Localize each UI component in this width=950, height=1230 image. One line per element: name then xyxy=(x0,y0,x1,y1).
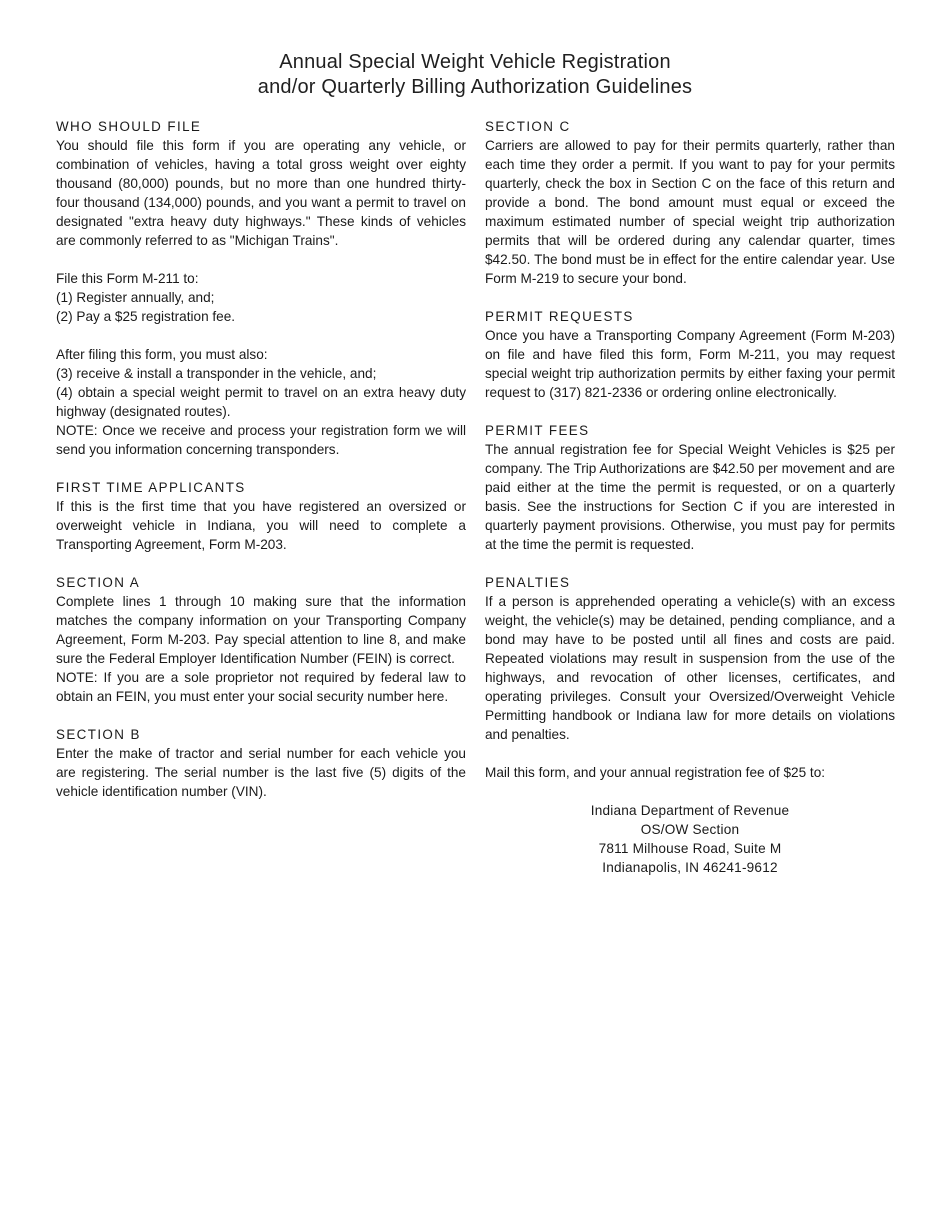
section-c-body: Carriers are allowed to pay for their permits quarterly, rather than each time they order a permit. If you want to pay for your permits quarterly, check the box in Section C on the face of this return and provide a bond. The bond amount must equal or exceed the maximum estimated number of special weight trip authorization permits that will be ordered during any calendar quarter, times $42.50. The bond must be in effect for the entire calendar year. Use Form M-219 to secure your bond. xyxy=(485,138,895,286)
section-b xyxy=(56,725,466,801)
first-time-applicants-section xyxy=(56,478,466,554)
file-this-item-2: (2) Pay a $25 registration fee. xyxy=(56,309,236,324)
who-should-file-heading: WHO SHOULD FILE xyxy=(56,119,202,134)
section-b-body: Enter the make of tractor and serial number for each vehicle you are registering. The serial number is the last five (5) digits of the vehicle identification number (VIN). xyxy=(56,746,466,799)
permit-requests-section xyxy=(485,307,895,402)
right-column xyxy=(485,117,895,877)
left-column xyxy=(56,117,466,820)
section-b-heading: SECTION B xyxy=(56,727,141,742)
transponder-note: NOTE: Once we receive and process your registration form we will send you information concerning transponders. xyxy=(56,423,466,457)
after-filing-intro: After filing this form, you must also: xyxy=(56,347,268,362)
file-this-form-section xyxy=(56,269,466,326)
title-line-2: and/or Quarterly Billing Authorization Guidelines xyxy=(257,76,693,98)
after-filing-item-3: (3) receive & install a transponder in the vehicle, and; xyxy=(56,366,377,381)
file-this-intro: File this Form M-211 to: xyxy=(56,271,199,286)
address-line-2: OS/OW Section xyxy=(640,822,740,837)
permit-fees-heading: PERMIT FEES xyxy=(485,423,590,438)
mailing-address xyxy=(485,801,895,877)
penalties-heading: PENALTIES xyxy=(485,575,571,590)
first-time-applicants-body: If this is the first time that you have registered an oversized or overweight vehicle in Indiana, you will need to complete a Transporting Agreement, Form M-203. xyxy=(56,499,466,552)
who-should-file-body: You should file this form if you are operating any vehicle, or combination of vehicles, having a total gross weight over eighty thousand (80,000) pounds, but no more than one hundred thirty-four thousand (134,000) pounds, and you want a permit to travel on designated "extra heavy duty highways." These kinds of vehicles are commonly referred to as "Michigan Trains". xyxy=(56,138,466,248)
file-this-item-1: (1) Register annually, and; xyxy=(56,290,215,305)
permit-requests-heading: PERMIT REQUESTS xyxy=(485,309,634,324)
mail-instruction: Mail this form, and your annual registration fee of $25 to: xyxy=(485,765,826,780)
address-line-4: Indianapolis, IN 46241-9612 xyxy=(602,860,778,875)
first-time-applicants-heading: FIRST TIME APPLICANTS xyxy=(56,480,246,495)
penalties-body: If a person is apprehended operating a vehicle(s) with an excess weight, the vehicle(s) may be detained, pending compliance, and a bond may have to be posted until all fines and costs are paid. Repeated violations may result in suspension from the use of the highways, and revocation of other licenses, certificates, and operating privileges. Consult your Oversized/Overweight Vehicle Permitting handbook or Indiana law for more details on violations and penalties. xyxy=(485,594,895,742)
section-a xyxy=(56,573,466,706)
section-c xyxy=(485,117,895,288)
after-filing-section xyxy=(56,345,466,459)
address-line-1: Indiana Department of Revenue xyxy=(590,803,790,818)
document-title xyxy=(0,50,950,100)
penalties-section xyxy=(485,573,895,744)
section-c-heading: SECTION C xyxy=(485,119,571,134)
title-line-1: Annual Special Weight Vehicle Registration xyxy=(279,51,671,73)
mail-section xyxy=(485,763,895,782)
permit-fees-section xyxy=(485,421,895,554)
permit-requests-body: Once you have a Transporting Company Agreement (Form M-203) on file and have filed this form, Form M-211, you may request special weight trip authorization permits by either faxing your permit request to (317) 821-2336 or ordering online electronically. xyxy=(485,328,895,400)
after-filing-item-4: (4) obtain a special weight permit to travel on an extra heavy duty highway (designated routes). xyxy=(56,385,466,419)
permit-fees-body: The annual registration fee for Special Weight Vehicles is $25 per company. The Trip Authorizations are $42.50 per movement and are paid either at the time the permit is requested, or on a quarterly basis. See the instructions for Section C if you are interested in quarterly payment provisions. Otherwise, you must pay for permits at the time the permit is requested. xyxy=(485,442,895,552)
section-a-note: NOTE: If you are a sole proprietor not required by federal law to obtain an FEIN, you must enter your social security number here. xyxy=(56,670,466,704)
who-should-file-section xyxy=(56,117,466,250)
address-line-3: 7811 Milhouse Road, Suite M xyxy=(598,841,782,856)
section-a-heading: SECTION A xyxy=(56,575,141,590)
section-a-body: Complete lines 1 through 10 making sure that the information matches the company information on your Transporting Company Agreement, Form M-203. Pay special attention to line 8, and make sure the Federal Employer Identification Number (FEIN) is correct. xyxy=(56,594,466,666)
